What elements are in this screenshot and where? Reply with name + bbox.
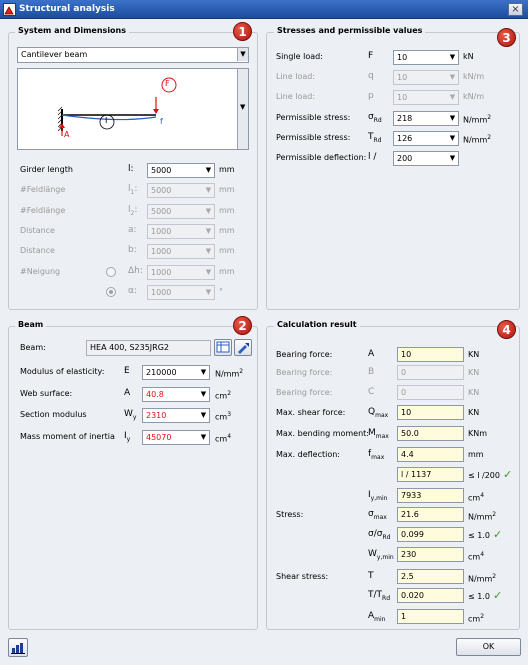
result-row-unit-text: KN xyxy=(468,368,480,377)
chevron-down-icon: ▼ xyxy=(205,186,212,195)
result-row-value: 230 xyxy=(401,550,417,559)
result-row-symbol xyxy=(368,406,388,422)
result-row-unit-text: cm xyxy=(468,493,481,503)
beam-row-symbol-sub: y xyxy=(126,435,131,443)
result-row-value: 7933 xyxy=(401,491,422,500)
stress-row-field[interactable] xyxy=(393,151,459,166)
stress-row-field[interactable] xyxy=(393,111,459,126)
stresses-title: Stresses and permissible values xyxy=(274,26,425,35)
result-row-symbol-text: W xyxy=(368,549,377,559)
beam-row-unit-sup: 3 xyxy=(227,411,232,418)
system-row-symbol xyxy=(128,204,137,220)
system-row-symbol xyxy=(128,183,137,199)
result-row-unit xyxy=(468,407,479,419)
slope-radio[interactable] xyxy=(106,267,116,277)
result-row-unit xyxy=(468,549,484,564)
stress-row-symbol-text: p xyxy=(368,91,374,102)
result-row-field xyxy=(397,405,464,420)
system-row-symbol-text: l xyxy=(128,184,131,195)
result-row-symbol-sub: min xyxy=(374,615,386,623)
system-row-label: #Neigung xyxy=(20,266,61,276)
system-type-select[interactable] xyxy=(17,47,249,63)
result-row-value: 2.5 xyxy=(401,572,414,581)
stress-row-symbol-text: T xyxy=(368,131,374,142)
chevron-down-icon: ▼ xyxy=(205,247,212,256)
stress-row-label: Line load: xyxy=(276,72,316,82)
chevron-down-icon: ▼ xyxy=(449,93,456,102)
result-row-label: Max. shear force: xyxy=(276,408,346,417)
table-icon xyxy=(216,341,230,353)
stress-row-field-value: 10 xyxy=(397,73,408,83)
result-row-symbol-sub: y,min xyxy=(376,553,394,561)
system-row-symbol xyxy=(128,244,137,256)
result-row-field xyxy=(397,488,464,503)
result-row-unit-text: KN xyxy=(468,388,480,397)
beam-row-label: Web surface: xyxy=(20,388,73,398)
chevron-down-icon: ▼ xyxy=(205,226,212,235)
result-row-unit-text: cm xyxy=(468,614,481,624)
stress-row-symbol xyxy=(368,151,376,163)
beam-row-field-value: 40.8 xyxy=(146,389,164,399)
result-row-unit xyxy=(468,387,479,399)
result-row-label: Shear stress: xyxy=(276,572,329,581)
result-row-symbol-text: B xyxy=(368,367,375,377)
result-row-value: 1 xyxy=(401,612,407,621)
result-row-label: Max. bending moment: xyxy=(276,429,369,438)
beam-value: HEA 400, S235JRG2 xyxy=(90,343,169,352)
beam-row-unit-text: cm xyxy=(215,391,228,401)
result-row-unit-sup: 4 xyxy=(480,551,485,558)
stress-row-symbol-sub: Rd xyxy=(373,136,382,144)
result-row-field xyxy=(397,426,464,441)
result-row-value: l / 1137 xyxy=(401,470,432,479)
system-row-field xyxy=(147,265,215,280)
result-row-symbol-sub: y,min xyxy=(370,494,388,502)
stress-row-field xyxy=(393,90,459,105)
stress-row-label: Single load: xyxy=(276,52,323,61)
stress-row-unit xyxy=(463,112,491,127)
result-row-field xyxy=(397,609,464,624)
stress-row-symbol xyxy=(368,50,373,62)
result-row-unit xyxy=(468,367,479,379)
beam-row-symbol-text: W xyxy=(124,409,133,419)
stress-row-field-value: 218 xyxy=(397,113,413,123)
result-row-symbol-sub: max xyxy=(375,432,389,440)
stress-row-symbol-text: q xyxy=(368,71,374,82)
badge-2: 2 xyxy=(233,316,252,335)
result-row-unit-sup: 2 xyxy=(480,613,485,620)
beam-row-label: Mass moment of inertia xyxy=(20,431,115,441)
chevron-down-icon: ▼ xyxy=(449,73,456,82)
beam-row-unit-sup: 2 xyxy=(239,368,244,375)
system-row-unit-text: mm xyxy=(219,266,235,276)
result-row-symbol-text: σ xyxy=(368,509,374,519)
system-row-symbol-sub: 1 xyxy=(130,189,135,197)
system-row-label: #Feldlänge xyxy=(20,185,66,195)
help-button[interactable] xyxy=(8,638,28,657)
result-row-unit-text: cm xyxy=(468,552,481,562)
result-row-value: 4.4 xyxy=(401,450,414,459)
chevron-down-icon: ▼ xyxy=(449,113,456,122)
stress-row-field-value: 10 xyxy=(397,93,408,103)
result-row-unit xyxy=(468,490,484,505)
moment-label: I xyxy=(105,116,108,125)
chevron-down-icon: ▼ xyxy=(237,48,248,61)
result-row-unit xyxy=(468,529,502,542)
beam-label: Beam: xyxy=(20,343,46,352)
result-row-field xyxy=(397,588,464,603)
ok-button[interactable] xyxy=(456,638,521,656)
badge-3: 3 xyxy=(497,28,516,47)
system-row-unit-text: mm xyxy=(219,165,235,174)
stress-row-field xyxy=(393,70,459,85)
chevron-down-icon: ▼ xyxy=(205,267,212,276)
system-row-field-value: 5000 xyxy=(151,166,172,175)
system-row-unit xyxy=(219,164,235,176)
beam-row-unit xyxy=(215,431,231,446)
beam-row-label: Modulus of elasticity: xyxy=(20,367,105,376)
result-row-symbol-text: f xyxy=(368,449,372,459)
stress-row-symbol xyxy=(368,90,374,102)
result-row-field xyxy=(397,365,464,380)
result-row-unit-text: ≤ l /200 xyxy=(468,471,500,480)
system-row-field xyxy=(147,224,215,239)
system-row-field-value: 5000 xyxy=(151,186,172,196)
beam-title: Beam xyxy=(15,320,46,329)
beam-row-symbol xyxy=(124,430,130,446)
beam-pick-button[interactable] xyxy=(234,339,252,356)
stress-row-unit-sup: 2 xyxy=(487,133,492,141)
cantilever-diagram xyxy=(18,69,238,149)
result-row-symbol xyxy=(368,610,386,626)
stress-row-symbol xyxy=(368,111,382,127)
result-row-symbol-text: I xyxy=(368,490,371,500)
result-row-field xyxy=(397,385,464,400)
result-row-label: Bearing force: xyxy=(276,368,333,377)
beam-row-unit-text: cm xyxy=(215,434,228,444)
result-row-symbol xyxy=(368,528,390,544)
result-row-unit-text: KN xyxy=(468,350,480,359)
system-row-symbol xyxy=(128,285,137,297)
result-row-field xyxy=(397,507,464,522)
system-row-unit xyxy=(219,286,223,298)
window-title: Structural analysis xyxy=(19,4,115,14)
result-row-symbol-text: T xyxy=(368,571,374,581)
chevron-down-icon: ▼ xyxy=(205,166,212,174)
system-row-symbol-text: l: xyxy=(128,164,134,174)
result-row-symbol-sub: Rd xyxy=(382,594,391,602)
result-row-symbol-text: A xyxy=(368,349,375,359)
beam-row-label: Section modulus xyxy=(20,410,87,419)
chevron-down-icon: ▼ xyxy=(205,206,212,215)
beam-row-field[interactable] xyxy=(142,430,210,445)
beam-row-symbol xyxy=(124,387,130,399)
result-row-symbol xyxy=(368,570,374,582)
result-row-unit-sup: 2 xyxy=(492,573,497,580)
result-row-symbol xyxy=(368,348,374,360)
beam-row-unit xyxy=(215,409,231,424)
stress-row-unit xyxy=(463,132,491,147)
result-row-unit xyxy=(468,611,484,626)
result-row-symbol-sub: Rd xyxy=(382,533,391,541)
result-row-value: 50.0 xyxy=(401,429,419,438)
result-row-field xyxy=(397,569,464,584)
beam-row-field[interactable] xyxy=(142,365,210,380)
system-row-field-value: 1000 xyxy=(151,226,172,236)
result-row-symbol-sub: max xyxy=(373,513,387,521)
result-row-field xyxy=(397,447,464,462)
result-row-unit xyxy=(468,590,502,603)
system-row-label: Girder length xyxy=(20,165,73,174)
beam-row-symbol-text: I xyxy=(124,430,127,441)
result-row-unit-text: N/mm xyxy=(468,574,493,584)
system-row-field xyxy=(147,204,215,219)
result-row-symbol-text: A xyxy=(368,611,375,621)
result-row-unit-text: ≤ 1.0 xyxy=(468,592,490,601)
result-row-value: 21.6 xyxy=(401,510,419,519)
result-row-symbol-text: M xyxy=(368,428,376,438)
stress-row-symbol-text: l / xyxy=(368,152,377,162)
stress-row-unit-sup: 2 xyxy=(487,113,492,121)
system-row-label: Distance xyxy=(20,225,55,235)
deflection-label: f xyxy=(160,117,163,126)
result-row-symbol-text: T/T xyxy=(368,590,383,600)
system-row-symbol-text: α: xyxy=(128,285,137,296)
result-row-field xyxy=(397,467,464,482)
chevron-down-icon: ▼ xyxy=(200,432,207,441)
result-row-label: Bearing force: xyxy=(276,388,333,397)
result-row-unit-sup: 4 xyxy=(480,492,485,499)
system-row-symbol-text: b: xyxy=(128,245,137,256)
stress-row-unit-text: N/mm xyxy=(463,135,488,145)
diagram-scroll-button[interactable] xyxy=(237,69,248,149)
beam-row-unit xyxy=(215,366,243,381)
result-row-symbol xyxy=(368,489,387,505)
system-row-label: #Feldlänge xyxy=(20,205,66,215)
checkmark-icon: ✓ xyxy=(492,528,503,541)
result-row-field xyxy=(397,347,464,362)
system-dimensions-title: System and Dimensions xyxy=(15,26,129,35)
result-row-symbol xyxy=(368,448,384,464)
system-type-value: Cantilever beam xyxy=(21,50,88,59)
stress-row-field[interactable] xyxy=(393,50,459,65)
system-row-unit-text: ° xyxy=(219,286,223,296)
stress-row-field-value: 200 xyxy=(397,154,413,163)
close-button[interactable]: × xyxy=(508,3,523,16)
stress-row-symbol xyxy=(368,70,374,82)
system-row-field-value: 1000 xyxy=(151,267,172,277)
system-row-symbol-text: l xyxy=(128,204,131,215)
result-row-symbol-text: σ/σ xyxy=(368,529,383,539)
stress-row-symbol-text: F xyxy=(368,51,374,61)
checkmark-icon: ✓ xyxy=(492,589,503,602)
system-diagram xyxy=(17,68,249,150)
stress-row-unit-text: kN/m xyxy=(463,72,485,82)
beam-row-unit-sup: 4 xyxy=(227,432,232,440)
angle-radio[interactable] xyxy=(106,287,116,297)
chevron-down-icon: ▼ xyxy=(200,389,207,398)
result-row-value: 0.020 xyxy=(401,591,424,600)
pick-beam-icon xyxy=(236,341,250,354)
beam-row-field-value: 2310 xyxy=(146,411,167,420)
system-row-unit-text: mm xyxy=(219,185,235,195)
result-row-symbol-sub: max xyxy=(371,453,385,461)
chevron-down-icon: ▼ xyxy=(200,368,207,376)
result-row-field xyxy=(397,547,464,562)
beam-row-symbol-text: A xyxy=(124,387,131,398)
result-row-field xyxy=(397,527,464,542)
system-row-unit xyxy=(219,245,235,257)
stress-row-unit-text: kN/m xyxy=(463,92,485,102)
beam-row-field[interactable] xyxy=(142,408,210,423)
chevron-down-icon: ▼ xyxy=(449,154,456,162)
stress-row-field-value: 126 xyxy=(397,133,413,143)
stress-row-label: Permissible stress: xyxy=(276,112,351,122)
chevron-down-icon: ▼ xyxy=(449,53,456,61)
system-row-field[interactable] xyxy=(147,163,215,178)
result-row-symbol-sub: max xyxy=(375,411,389,419)
beam-row-field-value: 45070 xyxy=(146,432,172,442)
system-row-symbol xyxy=(128,224,137,236)
stress-row-unit-text: N/mm xyxy=(463,115,488,125)
result-row-unit-text: ≤ 1.0 xyxy=(468,531,490,540)
system-row-unit xyxy=(219,266,235,278)
stress-row-field[interactable] xyxy=(393,131,459,146)
result-row-unit-text: KN xyxy=(468,408,480,417)
beam-row-symbol-sub: y xyxy=(132,413,137,421)
stress-row-field-value: 10 xyxy=(397,53,408,62)
beam-row-unit-text: cm xyxy=(215,412,228,422)
result-row-symbol xyxy=(368,427,389,443)
beam-row-symbol xyxy=(124,365,130,377)
result-row-symbol-text: C xyxy=(368,387,375,397)
result-row-unit xyxy=(468,349,479,361)
stress-row-label: Permissible deflection: xyxy=(276,153,367,162)
stress-row-unit xyxy=(463,71,484,83)
beam-row-unit-sup: 2 xyxy=(227,389,232,397)
stress-row-symbol-text: σ xyxy=(368,111,374,122)
system-row-field-value: 1000 xyxy=(151,247,172,257)
beam-row-unit-text: N/mm xyxy=(215,369,240,379)
system-row-unit-text: mm xyxy=(219,246,235,256)
beam-row-field-value: 210000 xyxy=(146,368,177,377)
result-row-value: 0 xyxy=(401,368,407,377)
badge-1: 1 xyxy=(233,22,252,41)
stress-row-unit-text: kN xyxy=(463,52,474,61)
chevron-down-icon: ▼ xyxy=(205,287,212,296)
result-row-symbol xyxy=(368,508,387,524)
result-row-unit-text: N/mm xyxy=(468,512,493,522)
chevron-down-icon: ▼ xyxy=(200,411,207,419)
chart-icon xyxy=(11,642,25,654)
stress-row-unit xyxy=(463,91,484,103)
result-row-unit-text: mm xyxy=(468,450,484,459)
system-row-symbol-suffix: : xyxy=(134,184,138,195)
ok-button-label: OK xyxy=(482,642,495,651)
result-row-symbol xyxy=(368,386,374,398)
system-row-unit-text: mm xyxy=(219,225,235,235)
result-row-unit xyxy=(468,571,496,586)
result-row-value: 0 xyxy=(401,388,407,397)
result-row-label: Stress: xyxy=(276,510,304,519)
beam-row-symbol xyxy=(124,408,136,424)
result-row-symbol xyxy=(368,589,390,605)
beam-table-button[interactable] xyxy=(214,339,232,356)
system-row-symbol xyxy=(128,163,134,175)
result-row-symbol xyxy=(368,366,374,378)
system-row-field xyxy=(147,285,215,300)
chevron-down-icon: ▼ xyxy=(449,133,456,142)
system-row-field xyxy=(147,183,215,198)
system-row-symbol xyxy=(128,265,143,277)
force-label: F xyxy=(165,79,170,88)
stress-row-symbol xyxy=(368,131,381,147)
result-row-value: 10 xyxy=(401,408,412,417)
result-row-symbol-text: Q xyxy=(368,407,376,417)
title-bar xyxy=(0,0,528,19)
result-row-unit xyxy=(468,449,484,461)
result-row-unit xyxy=(468,428,487,440)
point-a-label: A xyxy=(64,130,70,139)
system-row-unit xyxy=(219,205,235,217)
badge-4: 4 xyxy=(497,320,516,339)
result-row-unit-sup: 2 xyxy=(492,511,497,518)
system-row-unit xyxy=(219,184,235,196)
structural-analysis-icon xyxy=(3,3,16,16)
system-row-unit-text: mm xyxy=(219,205,235,215)
stress-row-label: Permissible stress: xyxy=(276,132,351,142)
result-row-unit xyxy=(468,509,496,524)
system-row-symbol-text: a: xyxy=(128,224,137,235)
chevron-down-icon: ▼ xyxy=(240,103,246,111)
checkmark-icon: ✓ xyxy=(502,468,513,481)
result-row-unit xyxy=(468,469,512,482)
system-row-unit xyxy=(219,225,235,237)
result-row-symbol xyxy=(368,548,394,564)
result-row-value: 0.099 xyxy=(401,530,424,539)
stress-row-unit xyxy=(463,51,474,63)
result-title: Calculation result xyxy=(274,320,360,329)
system-row-field-value: 1000 xyxy=(151,287,172,297)
system-row-symbol-text: Δh: xyxy=(128,265,143,276)
system-row-field-value: 5000 xyxy=(151,206,172,216)
stress-row-symbol-sub: Rd xyxy=(373,116,382,124)
beam-row-unit xyxy=(215,388,231,403)
beam-row-field[interactable] xyxy=(142,387,210,402)
result-row-label: Bearing force: xyxy=(276,350,333,359)
system-row-symbol-sub: 2 xyxy=(130,209,135,217)
result-row-value: 10 xyxy=(401,350,412,359)
beam-row-symbol-text: E xyxy=(124,366,130,376)
system-row-field xyxy=(147,244,215,259)
stress-row-label: Line load: xyxy=(276,92,316,102)
system-row-symbol-suffix: : xyxy=(134,204,138,215)
result-row-unit-text: KNm xyxy=(468,429,488,438)
result-row-label: Max. deflection: xyxy=(276,450,341,459)
beam-field xyxy=(86,340,211,356)
system-row-label: Distance xyxy=(20,246,55,256)
